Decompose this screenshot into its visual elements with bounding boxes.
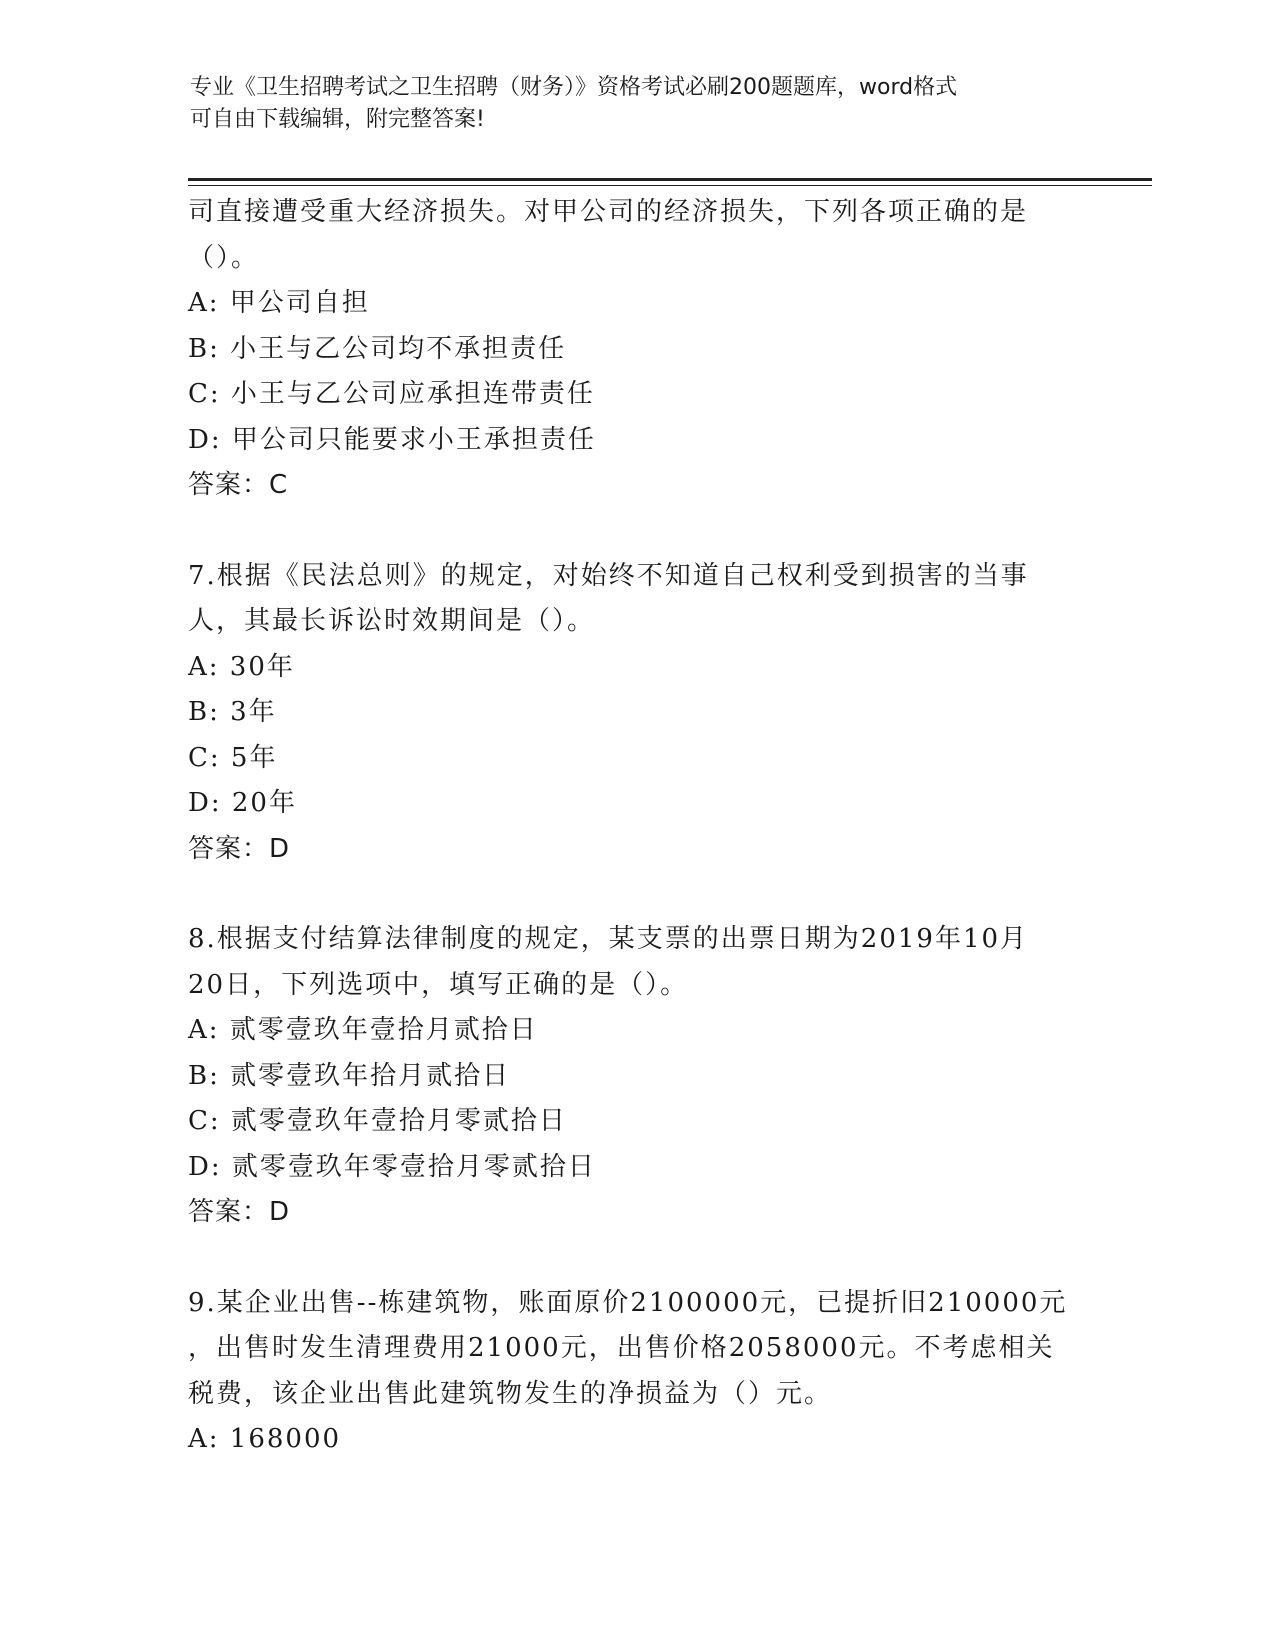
option-c: C: 贰零壹玖年壹拾月零贰拾日 <box>188 1106 567 1136</box>
question-8 <box>188 917 1088 1236</box>
question-stem-line: 7.根据《民法总则》的规定，对始终不知道自己权利受到损害的当事 <box>188 560 1029 591</box>
option-d: D: 20年 <box>188 788 297 818</box>
answer-line: 答案：D <box>188 1197 291 1227</box>
option-a: A: 贰零壹玖年壹拾月贰拾日 <box>188 1015 538 1045</box>
document-header <box>190 72 1070 136</box>
question-spacer <box>188 1236 1088 1281</box>
question-stem-line: 9.某企业出售--栋建筑物，账面原价2100000元，已提折旧210000元 <box>188 1287 1068 1318</box>
question-stem-line: 8.根据支付结算法律制度的规定，某支票的出票日期为2019年10月 <box>188 924 1029 954</box>
question-content <box>188 190 1088 1463</box>
header-rule-thin <box>188 185 1152 186</box>
header-title-line-1: 专业《卫生招聘考试之卫生招聘（财务）》资格考试必刷200题题库，word格式 <box>190 75 958 100</box>
question-6 <box>188 190 1088 509</box>
header-rule-thick <box>188 178 1152 181</box>
question-stem-line: ，出售时发生清理费用21000元，出售价格2058000元。不考虑相关 <box>188 1333 1055 1363</box>
answer-line: 答案：D <box>188 833 291 864</box>
question-stem-line: 司直接遭受重大经济损失。对甲公司的经济损失，下列各项正确的是 <box>188 197 1029 227</box>
question-spacer <box>188 509 1088 554</box>
header-title-line-2: 可自由下载编辑，附完整答案! <box>190 107 485 132</box>
question-stem-line: 税费，该企业出售此建筑物发生的净损益为（）元。 <box>188 1378 833 1409</box>
question-spacer <box>188 872 1088 917</box>
question-stem-line: 人，其最长诉讼时效期间是（）。 <box>188 606 596 636</box>
option-b: B: 3年 <box>188 697 277 727</box>
question-stem-line: 20日，下列选项中，填写正确的是（）。 <box>188 969 689 1000</box>
option-c: C: 小王与乙公司应承担连带责任 <box>188 379 595 409</box>
option-b: B: 贰零壹玖年拾月贰拾日 <box>188 1060 511 1091</box>
option-c: C: 5年 <box>188 742 278 773</box>
option-b: B: 小王与乙公司均不承担责任 <box>188 333 567 364</box>
option-a: A: 30年 <box>188 651 295 682</box>
option-a: A: 168000 <box>188 1424 342 1454</box>
question-9 <box>188 1281 1088 1463</box>
answer-line: 答案：C <box>188 470 289 500</box>
question-stem-line: （）。 <box>188 242 260 273</box>
option-d: D: 甲公司只能要求小王承担责任 <box>188 424 596 455</box>
option-a: A: 甲公司自担 <box>188 288 370 318</box>
option-d: D: 贰零壹玖年零壹拾月零贰拾日 <box>188 1151 596 1182</box>
question-7 <box>188 554 1088 873</box>
